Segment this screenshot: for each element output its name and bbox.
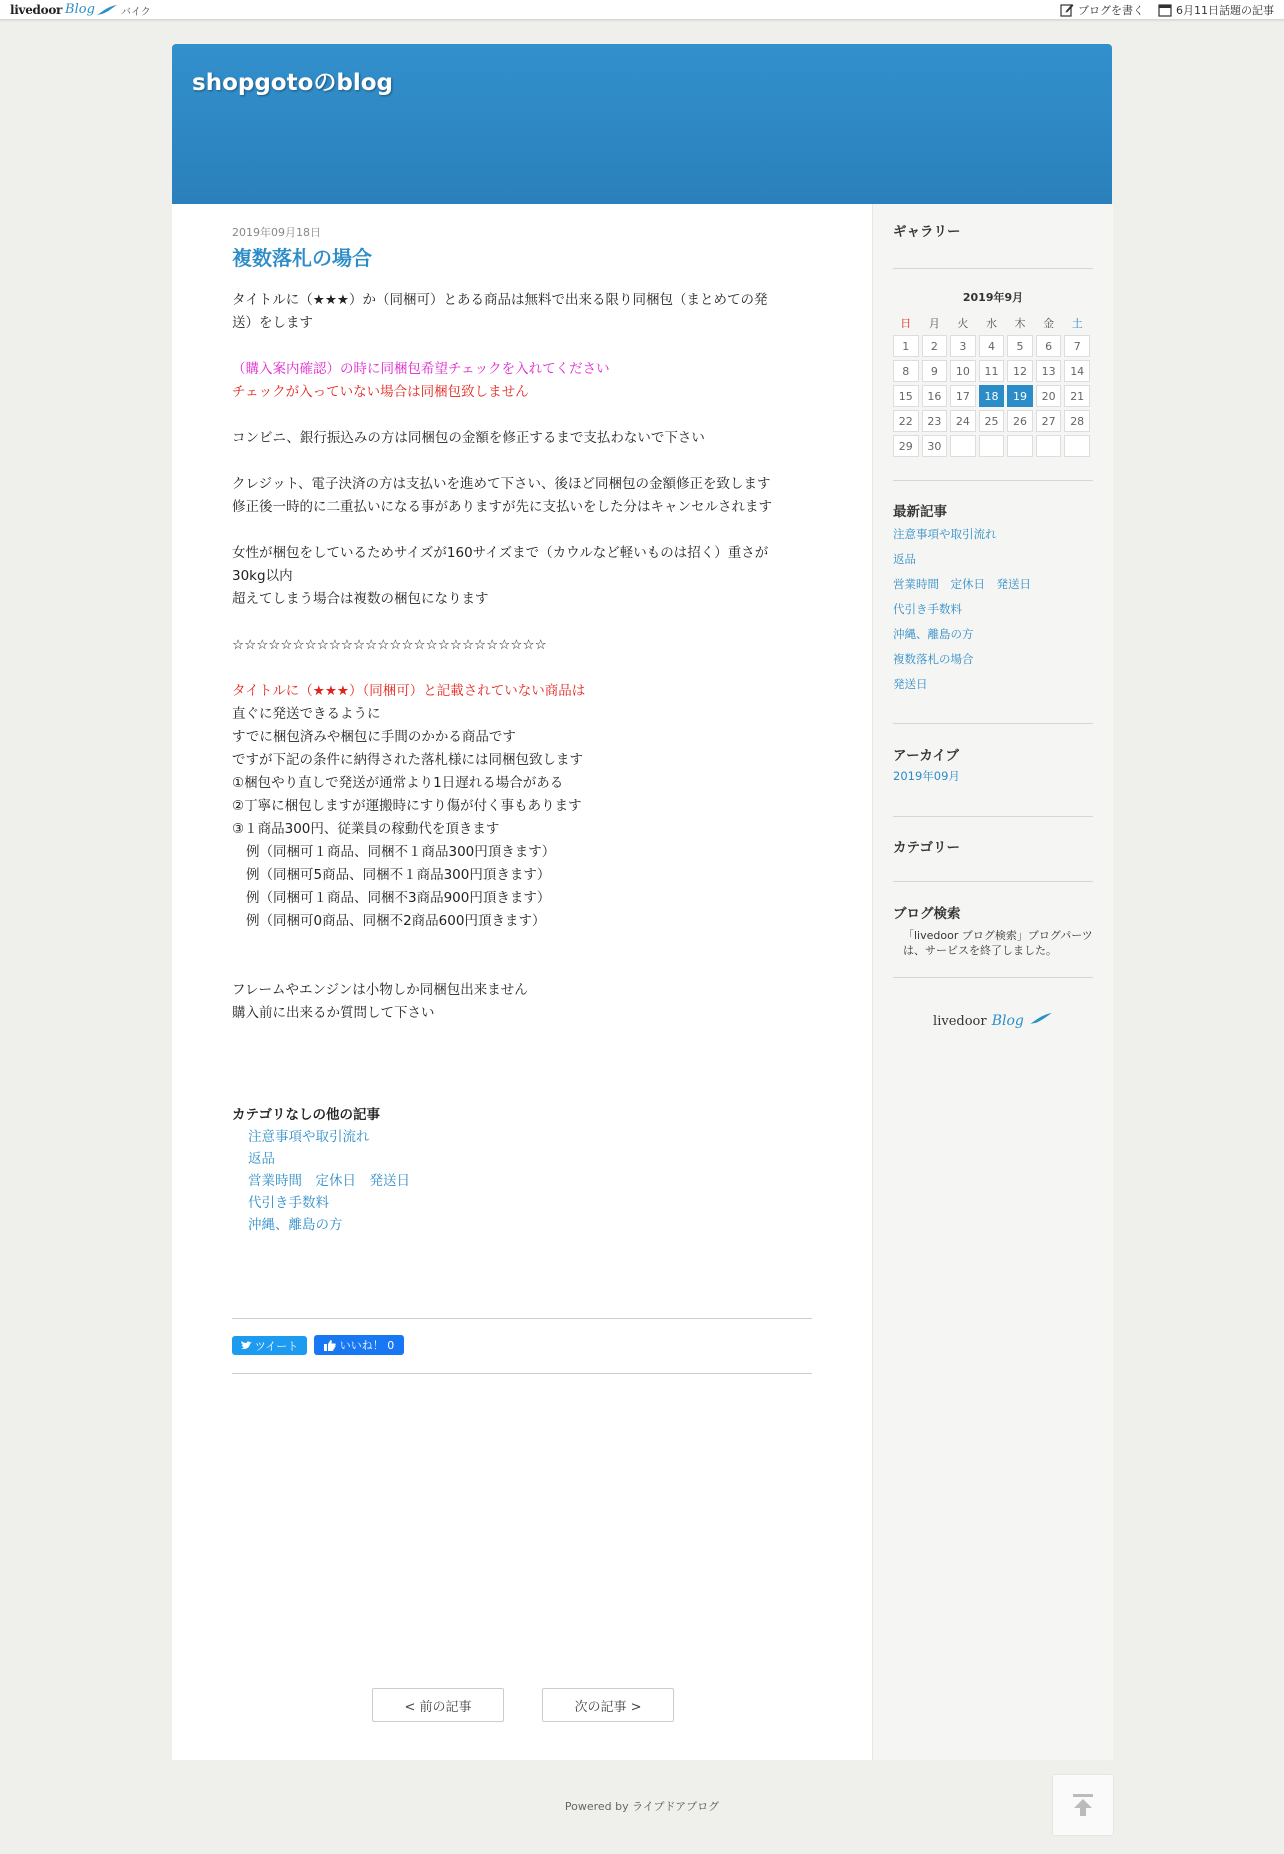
calendar-day: 2: [922, 335, 948, 357]
blog-search-section: [893, 902, 1093, 958]
calendar-empty-cell: [1036, 435, 1062, 457]
calendar-day: 30: [922, 435, 948, 457]
calendar-empty-cell: [1007, 435, 1033, 457]
calendar-day: 20: [1036, 385, 1062, 407]
sidebar-livedoor-logo[interactable]: [893, 1010, 1093, 1029]
back-to-top-button[interactable]: [1052, 1774, 1114, 1836]
calendar-day: 25: [979, 410, 1005, 432]
like-label: いいね！ 0: [339, 1339, 395, 1352]
calendar-day: 7: [1064, 335, 1090, 357]
article-paragraph-line: 購入前に出来るか質問して下さい: [232, 1005, 435, 1021]
recent-article-link[interactable]: 沖縄、離島の方: [893, 627, 974, 641]
calendar-weekday: 金: [1043, 317, 1055, 330]
calendar-day: 3: [950, 335, 976, 357]
archive-heading: アーカイブ: [893, 748, 960, 764]
feather-icon: [96, 4, 118, 16]
article-blank-line: [232, 611, 812, 634]
article-paragraph-line: ①梱包やり直しで発送が通常より1日遅れる場合がある: [232, 775, 564, 791]
article-blank-line: [232, 450, 812, 473]
other-articles-heading: カテゴリなしの他の記事: [232, 1107, 380, 1123]
calendar-weekday: 水: [985, 317, 997, 330]
calendar-empty-cell: [950, 435, 976, 457]
pencil-edit-icon: [1060, 3, 1074, 17]
category-heading: カテゴリー: [893, 840, 960, 856]
article-blank-line: [232, 657, 812, 680]
divider: [893, 268, 1093, 269]
article-paragraph-line: コンビニ、銀行振込みの方は同梱包の金額を修正するまで支払わないで下さい: [232, 430, 705, 446]
calendar-weekday: 月: [928, 317, 940, 330]
calendar-table: [890, 311, 1093, 460]
write-blog-link[interactable]: [1060, 2, 1144, 18]
calendar-day: 24: [950, 410, 976, 432]
article-paragraph-line: タイトルに（★★★）か（同梱可）とある商品は無料で出来る限り同梱包（まとめての発: [232, 292, 768, 308]
twitter-bird-icon: [241, 1341, 252, 1350]
prev-article-button[interactable]: < 前の記事: [372, 1688, 504, 1722]
article-paragraph-line: タイトルに（★★★）（同梱可）と記載されていない商品は: [232, 683, 586, 699]
calendar-day[interactable]: 19: [1007, 385, 1033, 407]
article-date: 2019年09月18日: [232, 226, 321, 239]
divider: [893, 977, 1093, 978]
logo-livedoor-text: livedoor: [10, 2, 63, 17]
other-article-link[interactable]: 返品: [248, 1151, 275, 1167]
like-button[interactable]: [314, 1335, 404, 1355]
recent-article-link[interactable]: 注意事項や取引流れ: [893, 527, 997, 541]
calendar-day: 15: [893, 385, 919, 407]
category-section: [893, 836, 1093, 856]
calendar-day: 10: [950, 360, 976, 382]
calendar-day: 12: [1007, 360, 1033, 382]
calendar-day: 14: [1064, 360, 1090, 382]
calendar-day: 17: [950, 385, 976, 407]
article-paragraph-line: 直ぐに発送できるように: [232, 706, 381, 722]
calendar-day: 4: [979, 335, 1005, 357]
archive-list: [893, 764, 1093, 789]
arrow-up-to-top-icon: [1072, 1793, 1094, 1817]
calendar-day: 5: [1007, 335, 1033, 357]
recent-articles-heading: 最新記事: [893, 504, 947, 520]
article-paragraph-line: ☆☆☆☆☆☆☆☆☆☆☆☆☆☆☆☆☆☆☆☆☆☆☆☆☆☆: [232, 637, 547, 653]
next-article-button[interactable]: 次の記事 >: [542, 1688, 674, 1722]
other-article-link[interactable]: 注意事項や取引流れ: [248, 1129, 370, 1145]
divider: [893, 881, 1093, 882]
article-paragraph-line: すでに梱包済みや梱包に手間のかかる商品です: [232, 729, 516, 745]
article-paragraph-line: チェックが入っていない場合は同梱包致しません: [232, 384, 529, 400]
calendar-weekday: 日: [900, 317, 912, 330]
calendar-title: 2019年9月: [962, 291, 1024, 304]
calendar-day: 28: [1064, 410, 1090, 432]
calendar-day: 13: [1036, 360, 1062, 382]
divider: [893, 723, 1093, 724]
gallery-section: [893, 220, 1093, 240]
calendar-day: 26: [1007, 410, 1033, 432]
calendar-day: 23: [922, 410, 948, 432]
blog-search-heading: ブログ検索: [893, 906, 961, 922]
divider: [893, 480, 1093, 481]
other-article-link[interactable]: 沖縄、離島の方: [248, 1217, 343, 1233]
recent-article-link[interactable]: 返品: [893, 552, 916, 566]
topbar-category-link[interactable]: バイク: [121, 7, 151, 18]
article-paragraph-line: 例（同梱可0商品、同梱不2商品600円頂きます）: [246, 913, 546, 929]
blog-container: [172, 44, 1112, 1760]
article-blank-line: [232, 404, 812, 427]
gallery-heading: ギャラリー: [893, 224, 961, 240]
calendar-empty-cell: [979, 435, 1005, 457]
tweet-label: ツイート: [254, 1339, 299, 1353]
article-paragraph-line: 女性が梱包をしているためサイズが160サイズまで（カウルなど軽いものは招く）重さが: [232, 545, 769, 561]
livedoor-blog-logo[interactable]: [10, 1, 118, 18]
main-column: [172, 204, 872, 1760]
calendar-day: 8: [893, 360, 919, 382]
calendar-day[interactable]: 18: [979, 385, 1005, 407]
article-paragraph-line: 例（同梱可5商品、同梱不１商品300円頂きます）: [246, 867, 551, 883]
article-paragraph-line: ②丁寧に梱包しますが運搬時にすり傷が付く事もあります: [232, 798, 582, 814]
article-blank-line: [232, 335, 812, 358]
article-blank-line: [232, 956, 812, 979]
recent-articles-section: [893, 500, 1093, 697]
recent-article-link[interactable]: 代引き手数料: [893, 602, 962, 616]
divider: [893, 816, 1093, 817]
calendar-day: 16: [922, 385, 948, 407]
calendar-day: 6: [1036, 335, 1062, 357]
recent-article-link[interactable]: 営業時間 定休日 発送日: [893, 577, 1031, 591]
calendar-day: 9: [922, 360, 948, 382]
feather-icon: [1029, 1012, 1053, 1025]
logo-blog-text: Blog: [65, 2, 95, 17]
article-paragraph-line: ですが下記の条件に納得された落札様には同梱包致します: [232, 752, 583, 768]
article-paragraph-line: フレームやエンジンは小物しか同梱包出来ません: [232, 982, 528, 998]
article-paragraph-line: 超えてしまう場合は複数の梱包になります: [232, 591, 489, 607]
article-blank-line: [232, 933, 812, 956]
calendar-day: 11: [979, 360, 1005, 382]
article-paragraph-line: クレジット、電子決済の方は支払いを進めて下さい、後ほど同梱包の金額修正を致します: [232, 476, 771, 492]
other-article-link[interactable]: 営業時間 定休日 発送日: [248, 1173, 410, 1189]
article-blank-line: [232, 519, 812, 542]
recent-article-link[interactable]: 複数落札の場合: [893, 652, 974, 666]
calendar-widget: [893, 289, 1093, 460]
article-title[interactable]: 複数落札の場合: [232, 246, 372, 270]
archive-link[interactable]: 2019年09月: [893, 769, 960, 783]
calendar-day: 22: [893, 410, 919, 432]
topic-articles-link[interactable]: [1158, 2, 1274, 18]
recent-article-link[interactable]: 発送日: [893, 677, 928, 691]
sidebar-logo-blog: Blog: [991, 1013, 1024, 1029]
recent-articles-list: [893, 522, 1093, 697]
livedoor-blog-link[interactable]: ライブドアブログ: [632, 1800, 720, 1813]
calendar-day: 27: [1036, 410, 1062, 432]
article-body: [232, 289, 812, 1025]
article-paragraph-line: （購入案内確認）の時に同梱包希望チェックを入れてください: [232, 361, 610, 377]
sidebar-logo-livedoor: livedoor: [933, 1014, 987, 1029]
calendar-icon: [1158, 3, 1172, 17]
article-paragraph-line: 送）をします: [232, 315, 313, 331]
social-buttons: [232, 1318, 812, 1374]
article-paragraph-line: 修正後一時的に二重払いになる事がありますが先に支払いをした分はキャンセルされます: [232, 499, 772, 515]
calendar-empty-cell: [1064, 435, 1090, 457]
blog-search-notice: 「livedoor ブログ検索」ブログパーツは、サービスを終了しました。: [903, 929, 1093, 957]
blog-header: [172, 44, 1112, 204]
other-article-link[interactable]: 代引き手数料: [248, 1195, 329, 1211]
article: [232, 224, 812, 1025]
calendar-weekday: 土: [1071, 317, 1083, 330]
powered-by-text: Powered by: [564, 1800, 629, 1813]
calendar-weekday: 木: [1014, 317, 1026, 330]
article-paragraph-line: ③１商品300円、従業員の稼動代を頂きます: [232, 821, 500, 837]
write-blog-label: ブログを書く: [1078, 3, 1144, 17]
calendar-day: 21: [1064, 385, 1090, 407]
article-paragraph-line: 30kg以内: [232, 568, 293, 584]
calendar-day: 29: [893, 435, 919, 457]
top-bar: [0, 0, 1284, 20]
calendar-day: 1: [893, 335, 919, 357]
thumbs-up-icon: [324, 1340, 336, 1351]
archive-section: [893, 744, 1093, 789]
other-articles: [232, 1104, 812, 1236]
article-paragraph-line: 例（同梱可１商品、同梱不3商品900円頂きます）: [246, 890, 551, 906]
article-paragraph-line: 例（同梱可１商品、同梱不１商品300円頂きます）: [246, 844, 556, 860]
calendar-weekday: 火: [957, 317, 969, 330]
tweet-button[interactable]: [232, 1336, 307, 1355]
sidebar: [872, 204, 1113, 1760]
blog-title[interactable]: shopgotoのblog: [192, 70, 394, 96]
topic-articles-label: 6月11日話題の記事: [1176, 3, 1274, 17]
